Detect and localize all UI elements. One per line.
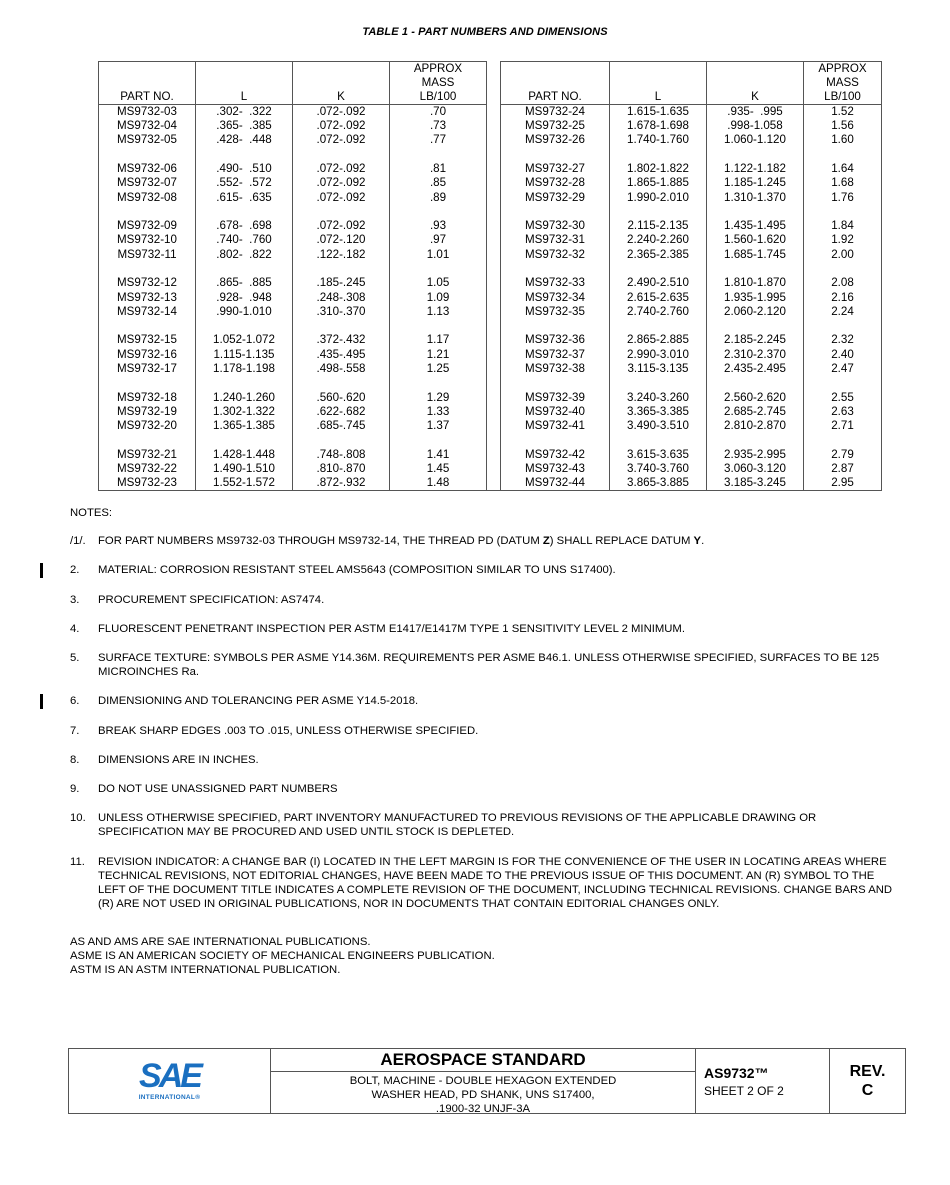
l-cell: 1.802-1.822 xyxy=(610,162,707,176)
table-header-row xyxy=(99,62,882,105)
mass-cell: 2.95 xyxy=(804,476,882,491)
mass-cell: .85 xyxy=(390,176,487,190)
mass-cell: 2.55 xyxy=(804,391,882,405)
part-no-cell: MS9732-29 xyxy=(501,191,610,205)
note-text: DIMENSIONS ARE IN INCHES. xyxy=(98,753,259,766)
mass-cell: 1.41 xyxy=(390,448,487,462)
note-text: REVISION INDICATOR: A CHANGE BAR (I) LOCATED IN THE LEFT MARGIN IS FOR THE CONVENIENCE OF THE USER IN LOCATING AREAS WHERE TECHNICAL REVISIONS, NOT EDITORIAL CHANGES, HAVE BEEN MADE TO THE PREVIOUS ISSUE OF THIS DOCUMENT. AN (R) SYMBOL TO THE LEFT OF THE DOCUMENT TITLE INDICATES A COMPLETE REVISION OF THE DOCUMENT, INCLUDING TECHNICAL REVISIONS. CHANGE BARS AND (R) ARE NOT USED IN ORIGINAL PUBLICATIONS, NOR IN DOCUMENTS THAT CONTAIN EDITORIAL CHANGES ONLY. xyxy=(98,855,893,911)
k-cell: 2.935-2.995 xyxy=(707,448,804,462)
header-k-right: K xyxy=(707,62,804,105)
k-cell: .122-.182 xyxy=(293,248,390,262)
part-no-cell: MS9732-21 xyxy=(99,448,196,462)
l-cell: .490- .510 xyxy=(196,162,293,176)
publication-line: ASME IS AN AMERICAN SOCIETY OF MECHANICAL ENGINEERS PUBLICATION. xyxy=(70,950,495,963)
l-cell: .740- .760 xyxy=(196,233,293,247)
note-number: 5. xyxy=(70,652,80,665)
l-cell: 3.615-3.635 xyxy=(610,448,707,462)
l-cell: 1.240-1.260 xyxy=(196,391,293,405)
header-l: L xyxy=(196,62,293,105)
mass-cell: 1.68 xyxy=(804,176,882,190)
table-row xyxy=(99,448,882,462)
mass-cell: .93 xyxy=(390,219,487,233)
l-cell: 1.178-1.198 xyxy=(196,362,293,376)
l-cell: 2.490-2.510 xyxy=(610,276,707,290)
part-no-cell: MS9732-22 xyxy=(99,462,196,476)
mass-cell: 1.21 xyxy=(390,348,487,362)
k-cell: .622-.682 xyxy=(293,405,390,419)
k-cell: .935- .995 xyxy=(707,105,804,120)
mass-cell: 1.48 xyxy=(390,476,487,491)
k-cell: 2.435-2.495 xyxy=(707,362,804,376)
note-text: MATERIAL: CORROSION RESISTANT STEEL AMS5643 (COMPOSITION SIMILAR TO UNS S17400). xyxy=(98,564,616,577)
k-cell: .072-.092 xyxy=(293,119,390,133)
table-row xyxy=(99,133,882,147)
mass-cell: .97 xyxy=(390,233,487,247)
header-mass-right: APPROX MASS LB/100 xyxy=(804,62,882,105)
note-number: 10. xyxy=(70,812,86,825)
part-no-cell: MS9732-40 xyxy=(501,405,610,419)
k-cell: 2.685-2.745 xyxy=(707,405,804,419)
k-cell: 2.185-2.245 xyxy=(707,333,804,347)
table-spacer-row xyxy=(99,376,882,391)
l-cell: .865- .885 xyxy=(196,276,293,290)
note-text: FOR PART NUMBERS MS9732-03 THROUGH MS9732-14, THE THREAD PD (DATUM Z) SHALL REPLACE DATUM Y. xyxy=(98,535,705,548)
k-cell: .372-.432 xyxy=(293,333,390,347)
k-cell: .072-.092 xyxy=(293,133,390,147)
l-cell: 2.865-2.885 xyxy=(610,333,707,347)
k-cell: .560-.620 xyxy=(293,391,390,405)
note-item xyxy=(70,855,900,912)
mass-cell: 1.52 xyxy=(804,105,882,120)
k-cell: .072-.092 xyxy=(293,176,390,190)
part-no-cell: MS9732-08 xyxy=(99,191,196,205)
mass-cell: 1.56 xyxy=(804,119,882,133)
part-no-cell: MS9732-25 xyxy=(501,119,610,133)
notes-heading: NOTES: xyxy=(70,507,113,519)
k-cell: 1.122-1.182 xyxy=(707,162,804,176)
mass-cell: .77 xyxy=(390,133,487,147)
mass-cell: 1.09 xyxy=(390,291,487,305)
part-no-cell: MS9732-13 xyxy=(99,291,196,305)
l-cell: .365- .385 xyxy=(196,119,293,133)
change-bar xyxy=(40,563,43,578)
part-no-cell: MS9732-20 xyxy=(99,419,196,433)
k-cell: 1.435-1.495 xyxy=(707,219,804,233)
note-text: DO NOT USE UNASSIGNED PART NUMBERS xyxy=(98,783,338,796)
l-cell: 1.115-1.135 xyxy=(196,348,293,362)
part-no-cell: MS9732-24 xyxy=(501,105,610,120)
table-row xyxy=(99,119,882,133)
note-item xyxy=(70,811,900,839)
part-no-cell: MS9732-41 xyxy=(501,419,610,433)
part-no-cell: MS9732-36 xyxy=(501,333,610,347)
table-row xyxy=(99,419,882,433)
mass-cell: 1.33 xyxy=(390,405,487,419)
title-block xyxy=(68,1048,906,1114)
part-no-cell: MS9732-42 xyxy=(501,448,610,462)
part-no-cell: MS9732-28 xyxy=(501,176,610,190)
part-no-cell: MS9732-14 xyxy=(99,305,196,319)
k-cell: .248-.308 xyxy=(293,291,390,305)
mass-cell: 2.24 xyxy=(804,305,882,319)
document-number: AS9732™ xyxy=(704,1064,769,1081)
part-no-cell: MS9732-31 xyxy=(501,233,610,247)
k-cell: .185-.245 xyxy=(293,276,390,290)
header-part-no-right: PART NO. xyxy=(501,62,610,105)
table-row xyxy=(99,462,882,476)
k-cell: 1.810-1.870 xyxy=(707,276,804,290)
part-no-cell: MS9732-10 xyxy=(99,233,196,247)
mass-cell: 2.00 xyxy=(804,248,882,262)
table-spacer-row xyxy=(99,148,882,163)
l-cell: 2.990-3.010 xyxy=(610,348,707,362)
l-cell: 3.490-3.510 xyxy=(610,419,707,433)
note-item xyxy=(70,694,900,708)
part-no-cell: MS9732-15 xyxy=(99,333,196,347)
note-text: PROCUREMENT SPECIFICATION: AS7474. xyxy=(98,593,325,606)
mass-cell: .73 xyxy=(390,119,487,133)
table-row xyxy=(99,348,882,362)
table-row xyxy=(99,233,882,247)
mass-cell: 1.17 xyxy=(390,333,487,347)
mass-cell: 1.84 xyxy=(804,219,882,233)
table-row xyxy=(99,405,882,419)
table-row xyxy=(99,105,882,120)
part-no-cell: MS9732-30 xyxy=(501,219,610,233)
mass-cell: 2.71 xyxy=(804,419,882,433)
note-number: 8. xyxy=(70,753,80,766)
note-text: UNLESS OTHERWISE SPECIFIED, PART INVENTORY MANUFACTURED TO PREVIOUS REVISIONS OF THE APPLICABLE DRAWING OR SPECIFICATION MAY BE PROCURED AND USED UNTIL STOCK IS DEPLETED. xyxy=(98,812,817,839)
note-item xyxy=(70,724,900,738)
revision-value: C xyxy=(861,1082,874,1099)
mass-cell: 1.05 xyxy=(390,276,487,290)
k-cell: .872-.932 xyxy=(293,476,390,491)
note-item xyxy=(70,563,900,577)
l-cell: 1.490-1.510 xyxy=(196,462,293,476)
mass-cell: 1.01 xyxy=(390,248,487,262)
mass-cell: 1.37 xyxy=(390,419,487,433)
document-number-cell xyxy=(696,1049,830,1113)
note-item xyxy=(70,593,900,607)
part-no-cell: MS9732-35 xyxy=(501,305,610,319)
revision-label: REV. xyxy=(849,1063,886,1080)
k-cell: .072-.092 xyxy=(293,191,390,205)
mass-cell: 2.08 xyxy=(804,276,882,290)
k-cell: 2.310-2.370 xyxy=(707,348,804,362)
mass-cell: 2.79 xyxy=(804,448,882,462)
k-cell: 2.810-2.870 xyxy=(707,419,804,433)
note-number: 4. xyxy=(70,622,80,635)
table-row xyxy=(99,476,882,491)
part-no-cell: MS9732-38 xyxy=(501,362,610,376)
publication-line: ASTM IS AN ASTM INTERNATIONAL PUBLICATION. xyxy=(70,964,341,977)
note-text: SURFACE TEXTURE: SYMBOLS PER ASME Y14.36M. REQUIREMENTS PER ASME B46.1. UNLESS OTHERWISE SPECIFIED, SURFACES TO BE 125 MICROINCHES Ra. xyxy=(98,652,880,679)
k-cell: 3.185-3.245 xyxy=(707,476,804,491)
part-no-cell: MS9732-37 xyxy=(501,348,610,362)
notes-section xyxy=(70,506,900,926)
mass-cell: 1.64 xyxy=(804,162,882,176)
mass-cell: 1.13 xyxy=(390,305,487,319)
part-no-cell: MS9732-34 xyxy=(501,291,610,305)
note-item xyxy=(70,753,900,767)
l-cell: 2.115-2.135 xyxy=(610,219,707,233)
sae-logo xyxy=(69,1049,271,1113)
l-cell: .552- .572 xyxy=(196,176,293,190)
mass-cell: 2.87 xyxy=(804,462,882,476)
mass-cell: 2.47 xyxy=(804,362,882,376)
table-row xyxy=(99,362,882,376)
l-cell: 3.115-3.135 xyxy=(610,362,707,376)
l-cell: 1.552-1.572 xyxy=(196,476,293,491)
k-cell: 3.060-3.120 xyxy=(707,462,804,476)
table-row xyxy=(99,248,882,262)
publications-list xyxy=(70,935,495,978)
sheet-number: SHEET 2 OF 2 xyxy=(704,1083,784,1098)
l-cell: .802- .822 xyxy=(196,248,293,262)
k-cell: 1.685-1.745 xyxy=(707,248,804,262)
part-no-cell: MS9732-16 xyxy=(99,348,196,362)
l-cell: 3.740-3.760 xyxy=(610,462,707,476)
note-number: 6. xyxy=(70,695,80,708)
part-no-cell: MS9732-09 xyxy=(99,219,196,233)
l-cell: 1.865-1.885 xyxy=(610,176,707,190)
part-no-cell: MS9732-18 xyxy=(99,391,196,405)
k-cell: .072-.092 xyxy=(293,162,390,176)
mass-cell: 1.29 xyxy=(390,391,487,405)
l-cell: .928- .948 xyxy=(196,291,293,305)
l-cell: 2.615-2.635 xyxy=(610,291,707,305)
l-cell: 3.240-3.260 xyxy=(610,391,707,405)
table-row xyxy=(99,305,882,319)
note-item xyxy=(70,651,900,679)
l-cell: .990-1.010 xyxy=(196,305,293,319)
note-item xyxy=(70,782,900,796)
part-no-cell: MS9732-17 xyxy=(99,362,196,376)
k-cell: 1.060-1.120 xyxy=(707,133,804,147)
l-cell: 2.240-2.260 xyxy=(610,233,707,247)
l-cell: .302- .322 xyxy=(196,105,293,120)
mass-cell: 2.32 xyxy=(804,333,882,347)
table-title: TABLE 1 - PART NUMBERS AND DIMENSIONS xyxy=(362,26,608,38)
note-text: DIMENSIONING AND TOLERANCING PER ASME Y14.5-2018. xyxy=(98,695,419,708)
part-description: BOLT, MACHINE - DOUBLE HEXAGON EXTENDED WASHER HEAD, PD SHANK, UNS S17400, .1900-32 UNJF-3A xyxy=(349,1075,617,1115)
l-cell: 1.428-1.448 xyxy=(196,448,293,462)
mass-cell: 1.25 xyxy=(390,362,487,376)
table-spacer-row xyxy=(99,262,882,277)
part-no-cell: MS9732-06 xyxy=(99,162,196,176)
k-cell: .498-.558 xyxy=(293,362,390,376)
k-cell: .748-.808 xyxy=(293,448,390,462)
l-cell: 2.740-2.760 xyxy=(610,305,707,319)
table-spacer-row xyxy=(99,319,882,334)
l-cell: .615- .635 xyxy=(196,191,293,205)
k-cell: 2.060-2.120 xyxy=(707,305,804,319)
k-cell: 1.935-1.995 xyxy=(707,291,804,305)
part-no-cell: MS9732-19 xyxy=(99,405,196,419)
l-cell: 1.365-1.385 xyxy=(196,419,293,433)
l-cell: 3.365-3.385 xyxy=(610,405,707,419)
k-cell: .685-.745 xyxy=(293,419,390,433)
note-number: 7. xyxy=(70,724,80,737)
note-number: 9. xyxy=(70,783,80,796)
sae-logo-subtitle: INTERNATIONAL® xyxy=(138,1094,201,1101)
mass-cell: .89 xyxy=(390,191,487,205)
standard-title: AEROSPACE STANDARD xyxy=(271,1049,695,1072)
mass-cell: .81 xyxy=(390,162,487,176)
table-spacer-row xyxy=(99,205,882,220)
mass-cell: 1.45 xyxy=(390,462,487,476)
mass-cell: 2.16 xyxy=(804,291,882,305)
l-cell: 3.865-3.885 xyxy=(610,476,707,491)
table-row xyxy=(99,391,882,405)
header-k: K xyxy=(293,62,390,105)
note-number: 11. xyxy=(70,855,85,868)
part-no-cell: MS9732-04 xyxy=(99,119,196,133)
k-cell: .810-.870 xyxy=(293,462,390,476)
table-row xyxy=(99,162,882,176)
mass-cell: 2.63 xyxy=(804,405,882,419)
mass-cell: 1.60 xyxy=(804,133,882,147)
l-cell: 1.615-1.635 xyxy=(610,105,707,120)
revision-cell xyxy=(830,1049,905,1113)
k-cell: 1.560-1.620 xyxy=(707,233,804,247)
mass-cell: 2.40 xyxy=(804,348,882,362)
l-cell: .428- .448 xyxy=(196,133,293,147)
table-gap xyxy=(487,62,501,105)
part-no-cell: MS9732-44 xyxy=(501,476,610,491)
table-row xyxy=(99,276,882,290)
change-bar xyxy=(40,694,43,709)
mass-cell: 1.92 xyxy=(804,233,882,247)
note-number: /1/. xyxy=(70,535,86,548)
table-row xyxy=(99,333,882,347)
k-cell: 1.310-1.370 xyxy=(707,191,804,205)
k-cell: .998-1.058 xyxy=(707,119,804,133)
note-item xyxy=(70,622,900,636)
header-l-right: L xyxy=(610,62,707,105)
title-block-description xyxy=(271,1049,696,1113)
part-no-cell: MS9732-03 xyxy=(99,105,196,120)
k-cell: .072-.092 xyxy=(293,105,390,120)
header-part-no: PART NO. xyxy=(99,62,196,105)
l-cell: 1.678-1.698 xyxy=(610,119,707,133)
note-item xyxy=(70,534,900,548)
part-no-cell: MS9732-12 xyxy=(99,276,196,290)
k-cell: 1.185-1.245 xyxy=(707,176,804,190)
part-no-cell: MS9732-39 xyxy=(501,391,610,405)
part-no-cell: MS9732-26 xyxy=(501,133,610,147)
part-no-cell: MS9732-43 xyxy=(501,462,610,476)
parts-table xyxy=(98,61,882,491)
mass-cell: .70 xyxy=(390,105,487,120)
part-no-cell: MS9732-23 xyxy=(99,476,196,491)
l-cell: 1.052-1.072 xyxy=(196,333,293,347)
k-cell: .072-.092 xyxy=(293,219,390,233)
part-no-cell: MS9732-33 xyxy=(501,276,610,290)
l-cell: 1.740-1.760 xyxy=(610,133,707,147)
publication-line: AS AND AMS ARE SAE INTERNATIONAL PUBLICATIONS. xyxy=(70,936,371,948)
l-cell: 1.990-2.010 xyxy=(610,191,707,205)
note-text: BREAK SHARP EDGES .003 TO .015, UNLESS OTHERWISE SPECIFIED. xyxy=(98,724,479,737)
table-spacer-row xyxy=(99,433,882,448)
k-cell: .435-.495 xyxy=(293,348,390,362)
part-no-cell: MS9732-11 xyxy=(99,248,196,262)
table-row xyxy=(99,191,882,205)
header-mass: APPROX MASS LB/100 xyxy=(390,62,487,105)
l-cell: 2.365-2.385 xyxy=(610,248,707,262)
k-cell: .310-.370 xyxy=(293,305,390,319)
table-row xyxy=(99,291,882,305)
note-text: FLUORESCENT PENETRANT INSPECTION PER ASTM E1417/E1417M TYPE 1 SENSITIVITY LEVEL 2 MINIMUM. xyxy=(98,622,685,635)
k-cell: .072-.120 xyxy=(293,233,390,247)
mass-cell: 1.76 xyxy=(804,191,882,205)
sae-logo-mark: SAE xyxy=(139,1057,200,1095)
l-cell: 1.302-1.322 xyxy=(196,405,293,419)
note-number: 3. xyxy=(70,593,80,606)
part-no-cell: MS9732-07 xyxy=(99,176,196,190)
table-row xyxy=(99,219,882,233)
part-no-cell: MS9732-32 xyxy=(501,248,610,262)
part-no-cell: MS9732-05 xyxy=(99,133,196,147)
note-number: 2. xyxy=(70,564,80,577)
l-cell: .678- .698 xyxy=(196,219,293,233)
part-no-cell: MS9732-27 xyxy=(501,162,610,176)
k-cell: 2.560-2.620 xyxy=(707,391,804,405)
table-row xyxy=(99,176,882,190)
